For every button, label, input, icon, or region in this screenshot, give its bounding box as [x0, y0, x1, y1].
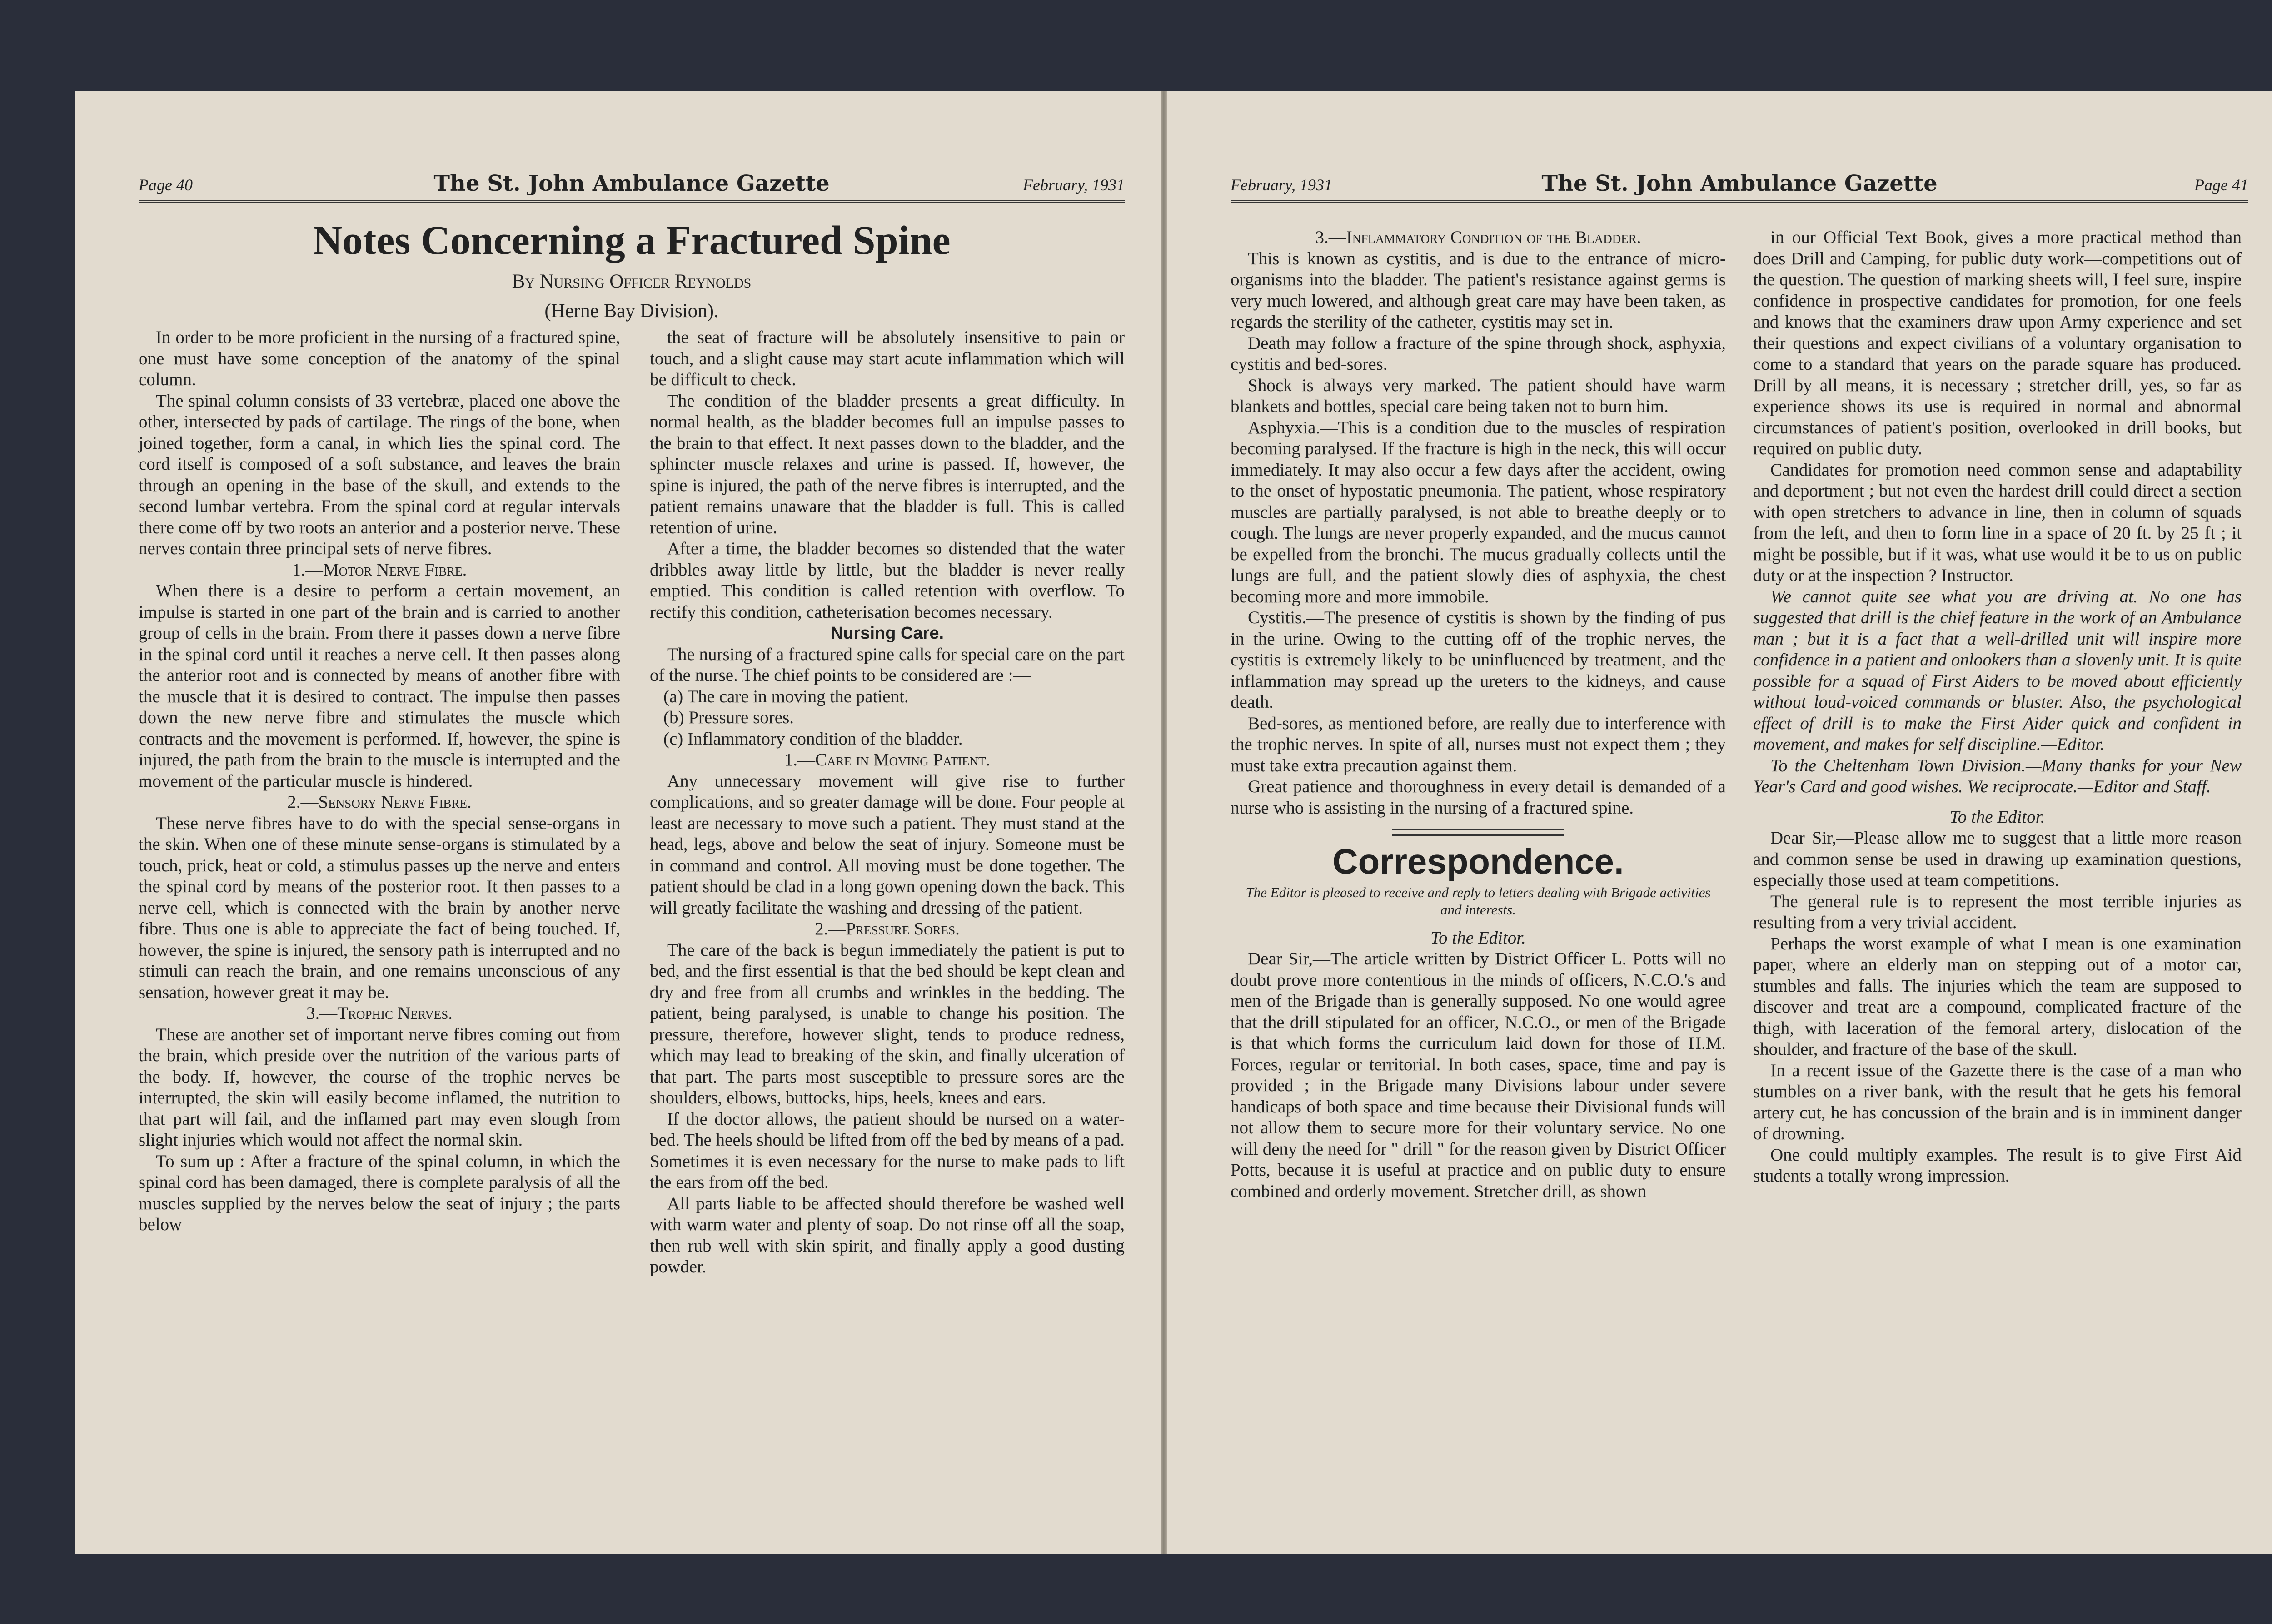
- paragraph: Cystitis.—The presence of cystitis is shown by the finding of pus in the urine. Owing to the cutting off of the trophic nerves, the cystitis is extremely likely to be uninfluenced by treatment, and the inflammation may spread up the ureters to the kidneys, and cause death.: [1231, 608, 1726, 712]
- paragraph: Dear Sir,—Please allow me to suggest that a little more reason and common sense be used in drawing up examination questions, especially those used at team competitions.: [1753, 828, 2242, 890]
- paragraph: Candidates for promotion need common sense and adaptability and deportment ; but not even the hardest drill could direct a section with open stretchers to advance in line, then in column of squads from the left, and then to form line in a space of 20 ft. by 25 ft ; it might be possible, but if it was, what use would it be to us on public duty or at the inspection ? Instructor.: [1753, 460, 2242, 585]
- right-column-1: [1231, 227, 1726, 1202]
- divider: [1392, 829, 1564, 836]
- section-heading: 3.—Inflammatory Condition of the Bladder.: [1315, 228, 1641, 247]
- list-item: (a) The care in moving the patient.: [663, 686, 909, 706]
- right-page: [1167, 91, 2272, 1554]
- paragraph: Great patience and thoroughness in every detail is demanded of a nurse who is assisting in the nursing of a fractured spine.: [1231, 777, 1726, 818]
- article-column-1: [139, 327, 620, 1236]
- paragraph: The general rule is to represent the most terrible injuries as resulting from a very trivial accident.: [1753, 891, 2242, 932]
- paragraph: This is known as cystitis, and is due to the entrance of micro-organisms into the bladder. The patient's resistance against germs is very much lowered, and although great care may have been taken, as regards the sterility of the catheter, cystitis may set in.: [1231, 248, 1726, 332]
- section-heading: 3.—Trophic Nerves.: [306, 1003, 453, 1023]
- page-header: [1231, 168, 2248, 203]
- paragraph: One could multiply examples. The result is to give First Aid students a totally wrong impression.: [1753, 1145, 2242, 1186]
- masthead: The St. John Ambulance Gazette: [433, 171, 830, 196]
- paragraph: Death may follow a fracture of the spine through shock, asphyxia, cystitis and bed-sores.: [1231, 333, 1726, 374]
- paragraph: Shock is always very marked. The patient should have warm blankets and bottles, special care being taken not to burn him.: [1231, 375, 1726, 416]
- paragraph: In a recent issue of the Gazette there is the case of a man who stumbles on a river bank, with the result that he gets his femoral artery cut, he has concussion of the brain and is in imminent danger of drowning.: [1753, 1060, 2242, 1143]
- correspondence-header: [1231, 829, 1726, 919]
- paragraph: To sum up : After a fracture of the spinal column, in which the spinal cord has been damaged, there is complete paralysis of all the muscles supplied by the nerves below the seat of injury ; the parts below: [139, 1151, 620, 1234]
- paragraph: In order to be more proficient in the nursing of a fractured spine, one must have some conception of the anatomy of the spinal column.: [139, 328, 620, 389]
- paragraph: The care of the back is begun immediately the patient is put to bed, and the first essential is that the bed should be kept clean and dry and free from all crumbs and wrinkles in the bedding. The patient, being paralysed, is unable to change his position. The pressure, therefore, however slight, tends to produce redness, which may lead to breaking of the skin, and finally ulceration of that part. The parts most susceptible to pressure sores are the shoulders, elbows, buttocks, hips, heels, knees and ears.: [650, 940, 1125, 1107]
- issue-date: February, 1931: [1023, 176, 1125, 194]
- paragraph: the seat of fracture will be absolutely insensitive to pain or touch, and a slight cause may start acute inflammation which will be difficult to check.: [650, 328, 1125, 389]
- article-title: Notes Concerning a Fractured Spine: [313, 218, 951, 263]
- letter-salutation: To the Editor.: [1430, 928, 1526, 948]
- paragraph: After a time, the bladder becomes so distended that the water dribbles away little by little, but the bladder is never really emptied. This condition is called retention with overflow. To rectify this condition, catheterisation becomes necessary.: [650, 539, 1125, 622]
- paragraph: These nerve fibres have to do with the special sense-organs in the skin. When one of these minute sense-organs is stimulated by a touch, prick, heat or cold, a stimulus passes up the nerve and enters the spinal cord by means of the posterior root. It then passes to a nerve cell, which is connected with the brain by another nerve fibre. Thus one is able to appreciate the fact of being touched. If, however, the spine is injured, the sensory path is interrupted and no stimuli can reach the brain, and one remains unconscious of any sensation, however great it may be.: [139, 813, 620, 1002]
- article-byline: By Nursing Officer Reynolds: [512, 271, 752, 292]
- masthead: The St. John Ambulance Gazette: [1541, 171, 1938, 196]
- left-page: [75, 91, 1161, 1554]
- editor-reply: To the Cheltenham Town Division.—Many thanks for your New Year's Card and good wishes. We reciprocate.—Editor and Staff.: [1753, 755, 2242, 796]
- paragraph: If the doctor allows, the patient should be nursed on a water-bed. The heels should be lifted from off the bed by means of a pad. Sometimes it is even necessary for the nurse to make pads to lift the ears from off the bed.: [650, 1109, 1125, 1192]
- paragraph: The condition of the bladder presents a great difficulty. In normal health, as the bladder becomes full an impulse passes to the brain to that effect. It next passes down to the bladder, and the sphincter muscle relaxes and urine is passed. If, however, the spine is injured, the path of the nerve fibres is interrupted, and the patient remains unaware that the bladder is full. This is called retention of urine.: [650, 391, 1125, 537]
- page-number: Page 41: [2194, 176, 2248, 194]
- paragraph: Asphyxia.—This is a condition due to the muscles of respiration becoming paralysed. If the fracture is high in the neck, this will occur immediately. It may also occur a few days after the accident, owing to the onset of hypostatic pneumonia. The patient, whose respiratory muscles are partially paralysed, is not able to breathe deeply or to cough. The lungs are never properly expanded, and the mucus cannot be expelled from the bronchi. The mucus gradually collects until the lungs are full, and the patient slowly dies of asphyxia, the chest becoming more and more immobile.: [1231, 417, 1726, 606]
- paragraph: Any unnecessary movement will give rise to further complications, and so greater damage will be done. Four people at least are necessary to move such a patient. They must stand at the head, legs, above and below the seat of injury. Someone must be in command and control. All moving must be done together. The patient should be clad in a long gown opening down the back. This will greatly facilitate the washing and dressing of the patient.: [650, 771, 1125, 918]
- paragraph: When there is a desire to perform a certain movement, an impulse is started in one part of the brain and is carried to another group of cells in the brain. From there it passes down a nerve fibre in the spinal cord until it reaches a nerve cell. It then passes along the anterior root and is connected by means of another fibre with the muscle that it is desired to contract. The impulse then passes down the new nerve fibre and stimulates the muscle which contracts and the movement is performed. If, however, the spine is injured, the path from the brain to the muscle is interrupted and the movement of the particular muscle is hindered.: [139, 581, 620, 791]
- letter-salutation: To the Editor.: [1949, 807, 2045, 827]
- article-division: (Herne Bay Division).: [544, 300, 719, 322]
- editor-note: The Editor is pleased to receive and reply to letters dealing with Brigade activities and interests.: [1246, 884, 1711, 918]
- section-heading: Nursing Care.: [830, 624, 944, 643]
- page-header: [139, 168, 1125, 203]
- paragraph: Perhaps the worst example of what I mean is one examination paper, where an elderly man on stepping out of a motor car, stumbles and falls. The injuries which the team are supposed to discover and treat are a compound, complicated fracture of the thigh, with laceration of the femoral artery, dislocation of the shoulder, and fracture of the base of the skull.: [1753, 934, 2242, 1059]
- correspondence-heading: Correspondence.: [1332, 841, 1624, 881]
- section-heading: 1.—Care in Moving Patient.: [784, 750, 991, 770]
- paragraph: Dear Sir,—The article written by District Officer L. Potts will no doubt prove more contentious in the minds of officers, N.C.O.'s and men of the Brigade than is generally supposed. No one would agree that the drill stipulated for an officer, N.C.O., or men of the Brigade is that which forms the curriculum laid down for those of H.M. Forces, regular or territorial. In both cases, space, time and pay is provided ; in the Brigade many Divisions labour under severe handicaps of both space and time because their Divisional funds will not allow them to secure more for their voluntary service. No one will deny the need for " drill " for the reason given by District Officer Potts, because it is useful at practice and on public duty to ensure combined and orderly movement. Stretcher drill, as shown: [1231, 949, 1726, 1201]
- paragraph: in our Official Text Book, gives a more practical method than does Drill and Camping, for public duty work—competitions out of the question. The question of marking sheets will, I feel sure, inspire confidence in prospective candidates for promotion, for one feels and knows that the examiners draw upon Army experience and set their questions and expect civilians of a voluntary organisation to come to a standard that years on the parade square has produced. Drill by all means, it is necessary ; stretcher drill, yes, so far as experience shows its use is required in normal and abnormal circumstances of patient's position, overlooked in drill books, but required on public duty.: [1753, 228, 2242, 458]
- section-heading: 2.—Sensory Nerve Fibre.: [287, 792, 472, 812]
- page-number: Page 40: [139, 176, 193, 194]
- paragraph: The nursing of a fractured spine calls for special care on the part of the nurse. The chief points to be considered are :—: [650, 644, 1125, 685]
- section-heading: 2.—Pressure Sores.: [815, 919, 960, 939]
- list-item: (c) Inflammatory condition of the bladder.: [663, 729, 963, 749]
- right-column-2: [1753, 227, 2242, 1187]
- list-item: (b) Pressure sores.: [663, 708, 794, 727]
- paragraph: The spinal column consists of 33 vertebræ, placed one above the other, intersected by pads of cartilage. The rings of the bone, when joined together, form a canal, in which lies the spinal cord. The cord itself is composed of a soft substance, and leaves the brain through an opening in the base of the skull, and extends to the second lumbar vertebra. From the spinal cord at regular intervals there come off by two roots an anterior and a posterior nerve. These nerves contain three principal sets of nerve fibres.: [139, 391, 620, 558]
- editor-reply: We cannot quite see what you are driving at. No one has suggested that drill is the chief feature in the work of an Ambulance man ; but it is a fact that a well-drilled unit will inspire more confidence in a patient and onlookers than a slovenly unit. It is quite possible for a squad of First Aiders to be moved about efficiently without loud-voiced commands or bluster. Also, the psychological effect of drill is to make the First Aider quick and confident in movement, and makes for self discipline.—Editor.: [1753, 586, 2242, 754]
- article-column-2: [650, 327, 1125, 1278]
- paragraph: These are another set of important nerve fibres coming out from the brain, which preside over the nutrition of the various parts of the body. If, however, the course of the trophic nerves be interrupted, the skin will easily become inflamed, the nutrition to that part will fail, and the inflamed part may even slough from slight injuries which would not affect the normal skin.: [139, 1024, 620, 1150]
- paragraph: Bed-sores, as mentioned before, are really due to interference with the trophic nerves. In spite of all, nurses must not expect them ; they must take extra precaution against them.: [1231, 713, 1726, 775]
- section-heading: 1.—Motor Nerve Fibre.: [292, 560, 467, 580]
- paragraph: All parts liable to be affected should therefore be washed well with warm water and plenty of soap. Do not rinse off all the soap, then rub well with skin spirit, and finally apply a good dusting powder.: [650, 1193, 1125, 1276]
- issue-date: February, 1931: [1231, 176, 1332, 194]
